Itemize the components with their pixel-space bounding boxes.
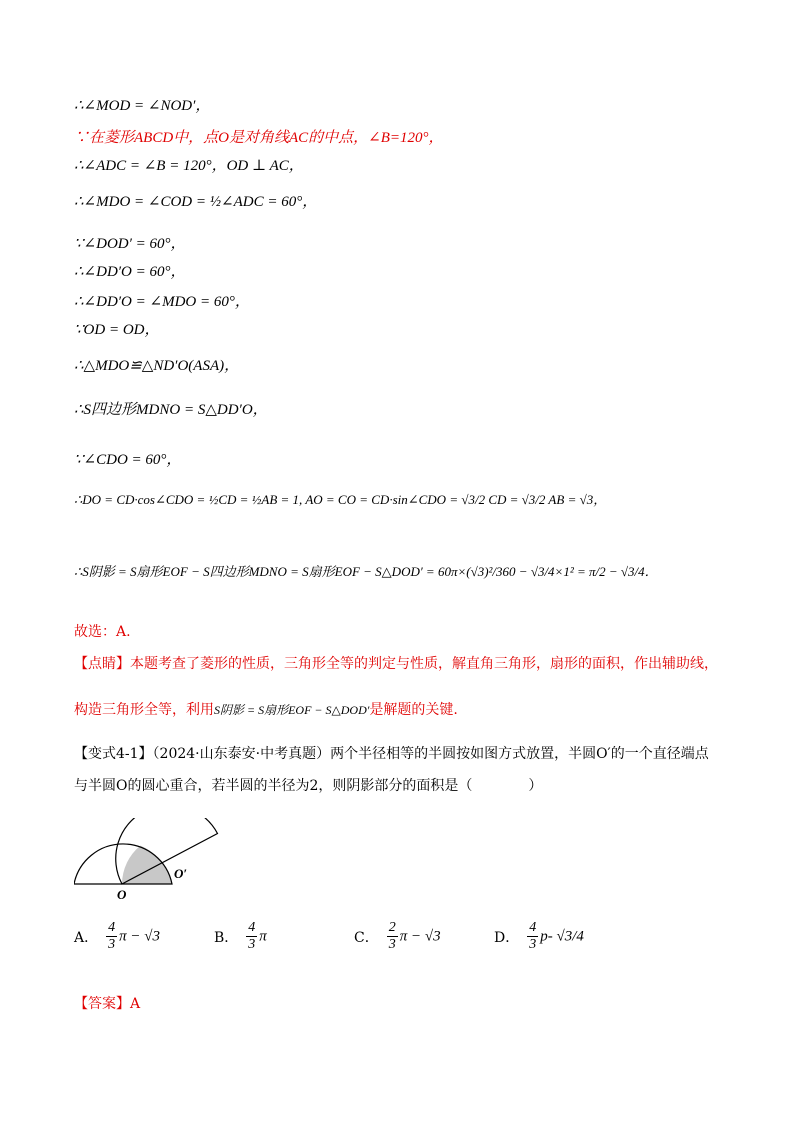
answer: 【答案】A	[74, 996, 141, 1012]
option-d[interactable]	[494, 920, 584, 953]
option-b-label: B．	[214, 929, 239, 946]
solution-line-11: ∵∠CDO = 60°，	[74, 452, 182, 468]
answer-select: 故选：A.	[74, 624, 131, 640]
solution-line-13: ∴S阴影 = S扇形EOF − S四边形MDNO = S扇形EOF − S△DOD′ = 60π×(√3)²/360 − √3/4×1² = π/2 − √3/4．	[74, 564, 658, 579]
solution-line-3: ∴∠ADC = ∠B = 120°，OD ⊥ AC，	[74, 158, 304, 174]
comment-line-1	[74, 654, 718, 674]
variant-line-1	[74, 744, 709, 764]
variant-line-2: 与半圆O的圆心重合，若半圆的半径为2，则阴影部分的面积是（ ）	[74, 778, 543, 794]
solution-line-9: ∴△MDO≌△ND′O(ASA)，	[74, 358, 240, 374]
option-a-fraction: $\frac{4}{3}$	[108, 920, 116, 952]
option-c-fraction: $\frac{2}{3}$	[388, 920, 396, 952]
comment-text: 本题考查了菱形的性质，三角形全等的判定与性质，解直角三角形，扇形的面积，作出辅助线，	[130, 656, 718, 672]
option-c[interactable]	[354, 920, 441, 953]
comment-tag: 【点睛】	[74, 656, 130, 672]
solution-line-10: ∴S四边形MDNO = S△DD′O，	[74, 402, 268, 418]
solution-line-12: ∴DO = CD·cos∠CDO = ½CD = ½AB = 1, AO = CO = CD·sin∠CDO = √3/2 CD = √3/2 AB = √3，	[74, 492, 607, 507]
variant-source: （2024·山东泰安·中考真题）	[152, 746, 331, 762]
variant-question-1: 两个半径相等的半圆按如图方式放置，半圆O′的一个直径端点	[330, 746, 709, 762]
solution-line-2: ∵在菱形ABCD中，点O是对角线AC的中点，∠B=120°，	[74, 130, 444, 146]
option-b-rest: π	[259, 928, 267, 945]
solution-line-7: ∴∠DD′O = ∠MDO = 60°，	[74, 294, 250, 310]
comment-text-pre: 构造三角形全等，利用	[74, 702, 214, 718]
option-b[interactable]	[214, 920, 267, 953]
option-a-rest: π − √3	[119, 928, 160, 945]
option-a[interactable]	[74, 920, 160, 953]
option-d-fraction: $\frac{4}{3}$	[529, 920, 537, 952]
solution-line-8: ∵OD = OD，	[74, 322, 160, 338]
solution-line-4: ∴∠MDO = ∠COD = ½∠ADC = 60°，	[74, 194, 318, 210]
solution-line-6: ∴∠DD′O = 60°，	[74, 264, 186, 280]
option-d-label: D．	[494, 929, 520, 946]
options	[74, 920, 674, 960]
label-o-prime: O′	[174, 866, 188, 881]
option-b-fraction: $\frac{4}{3}$	[248, 920, 256, 952]
comment-text-post: 是解题的关键.	[369, 702, 458, 718]
semicircles-figure	[74, 818, 234, 908]
solution-line-1: ∴∠MOD = ∠NOD′，	[74, 98, 211, 114]
label-o: O	[117, 887, 127, 902]
comment-formula: S阴影 = S扇形EOF − S△DOD′	[214, 703, 370, 717]
option-d-rest: p- √3/4	[540, 928, 584, 945]
option-c-label: C．	[354, 929, 379, 946]
comment-line-2	[74, 700, 458, 720]
option-c-rest: π − √3	[399, 928, 441, 945]
variant-tag: 【变式4-1】	[74, 746, 153, 762]
option-a-label: A．	[74, 929, 99, 946]
shaded-region	[122, 846, 172, 884]
solution-line-5: ∵∠DOD′ = 60°，	[74, 236, 186, 252]
